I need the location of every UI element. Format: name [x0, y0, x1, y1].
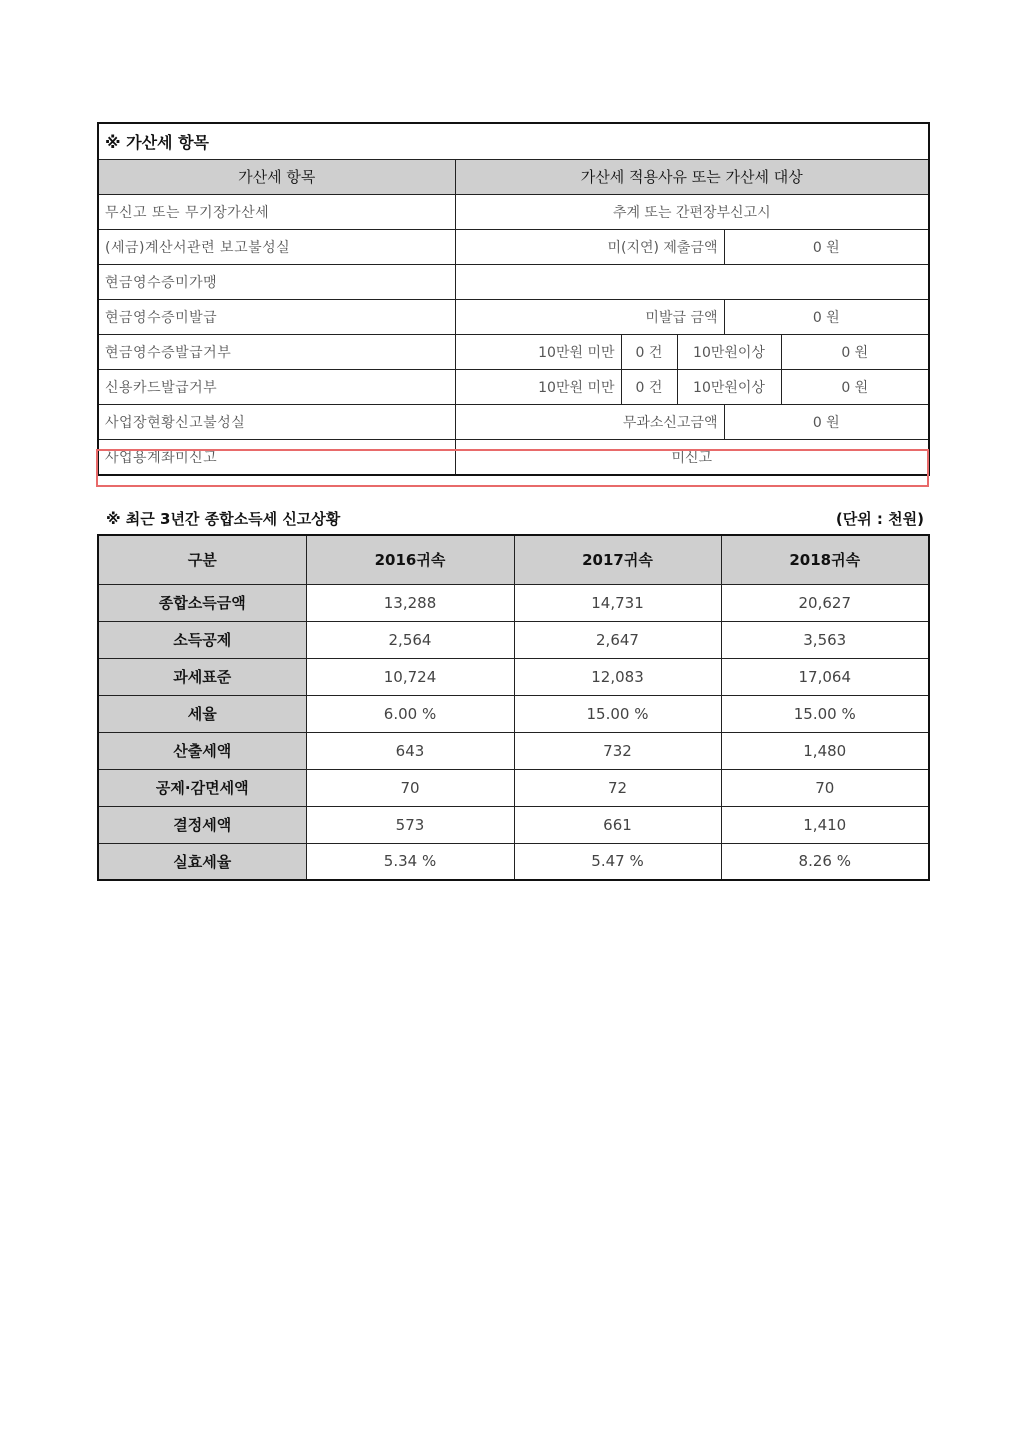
penalty-header-reason: 가산세 적용사유 또는 가산세 대상 — [455, 159, 929, 194]
row-sub-label: 미발급 금액 — [455, 299, 724, 334]
cell-value: 6.00 % — [306, 695, 514, 732]
column-header: 구분 — [98, 535, 306, 584]
cell-value: 732 — [514, 732, 721, 769]
table-row — [98, 584, 929, 621]
cell-value: 643 — [306, 732, 514, 769]
under-label: 10만원 미만 — [455, 334, 621, 369]
table-row — [98, 695, 929, 732]
row-label: 과세표준 — [98, 658, 306, 695]
table-row — [98, 299, 929, 334]
over-value: 0 원 — [781, 334, 929, 369]
cell-value: 661 — [514, 806, 721, 843]
cell-value: 17,064 — [721, 658, 929, 695]
row-value: 미신고 — [455, 439, 929, 475]
row-label: 현금영수증미발급 — [98, 299, 455, 334]
table-row — [98, 404, 929, 439]
cell-value: 72 — [514, 769, 721, 806]
cell-value: 15.00 % — [514, 695, 721, 732]
table-row — [98, 264, 929, 299]
row-value: 0 원 — [724, 229, 929, 264]
row-label: 결정세액 — [98, 806, 306, 843]
row-sub-label: 무과소신고금액 — [455, 404, 724, 439]
under-value: 0 건 — [621, 369, 677, 404]
history-table — [97, 534, 930, 881]
cell-value: 8.26 % — [721, 843, 929, 880]
row-label: 사업용계좌미신고 — [98, 439, 455, 475]
cell-value: 70 — [306, 769, 514, 806]
cell-value: 5.34 % — [306, 843, 514, 880]
row-label: 종합소득금액 — [98, 584, 306, 621]
cell-value: 20,627 — [721, 584, 929, 621]
row-label: 세율 — [98, 695, 306, 732]
table-row — [98, 194, 929, 229]
cell-value: 5.47 % — [514, 843, 721, 880]
cell-value: 70 — [721, 769, 929, 806]
over-label: 10만원이상 — [677, 334, 781, 369]
over-value: 0 원 — [781, 369, 929, 404]
row-sub-label: 미(지연) 제출금액 — [455, 229, 724, 264]
row-value: 추계 또는 간편장부신고시 — [455, 194, 929, 229]
row-value: 0 원 — [724, 299, 929, 334]
cell-value: 3,563 — [721, 621, 929, 658]
table-row — [98, 229, 929, 264]
unit-label: (단위 : 천원) — [835, 510, 924, 528]
history-section-title: ※ 최근 3년간 종합소득세 신고상황 — [106, 510, 341, 528]
row-label: (세금)계산서관련 보고불성실 — [98, 229, 455, 264]
table-row — [98, 334, 929, 369]
penalty-section-title: ※ 가산세 항목 — [98, 123, 929, 159]
under-label: 10만원 미만 — [455, 369, 621, 404]
under-value: 0 건 — [621, 334, 677, 369]
row-label: 산출세액 — [98, 732, 306, 769]
table-row — [98, 806, 929, 843]
row-label: 현금영수증발급거부 — [98, 334, 455, 369]
table-row — [98, 439, 929, 475]
cell-value: 2,647 — [514, 621, 721, 658]
penalty-header-item: 가산세 항목 — [98, 159, 455, 194]
column-header: 2016귀속 — [306, 535, 514, 584]
table-row — [98, 658, 929, 695]
row-label: 소득공제 — [98, 621, 306, 658]
row-label: 현금영수증미가맹 — [98, 264, 455, 299]
cell-value: 13,288 — [306, 584, 514, 621]
table-row — [98, 769, 929, 806]
cell-value: 1,480 — [721, 732, 929, 769]
column-header: 2018귀속 — [721, 535, 929, 584]
cell-value: 14,731 — [514, 584, 721, 621]
row-value-empty — [455, 264, 929, 299]
row-label: 신용카드발급거부 — [98, 369, 455, 404]
cell-value: 2,564 — [306, 621, 514, 658]
table-row — [98, 732, 929, 769]
row-label: 실효세율 — [98, 843, 306, 880]
table-row — [98, 621, 929, 658]
cell-value: 1,410 — [721, 806, 929, 843]
column-header: 2017귀속 — [514, 535, 721, 584]
table-row — [98, 369, 929, 404]
row-label: 공제·감면세액 — [98, 769, 306, 806]
cell-value: 12,083 — [514, 658, 721, 695]
row-label: 사업장현황신고불성실 — [98, 404, 455, 439]
cell-value: 573 — [306, 806, 514, 843]
over-label: 10만원이상 — [677, 369, 781, 404]
table-row — [98, 843, 929, 880]
row-label: 무신고 또는 무기장가산세 — [98, 194, 455, 229]
cell-value: 10,724 — [306, 658, 514, 695]
penalty-table — [97, 122, 930, 476]
history-heading — [106, 508, 928, 532]
cell-value: 15.00 % — [721, 695, 929, 732]
row-value: 0 원 — [724, 404, 929, 439]
